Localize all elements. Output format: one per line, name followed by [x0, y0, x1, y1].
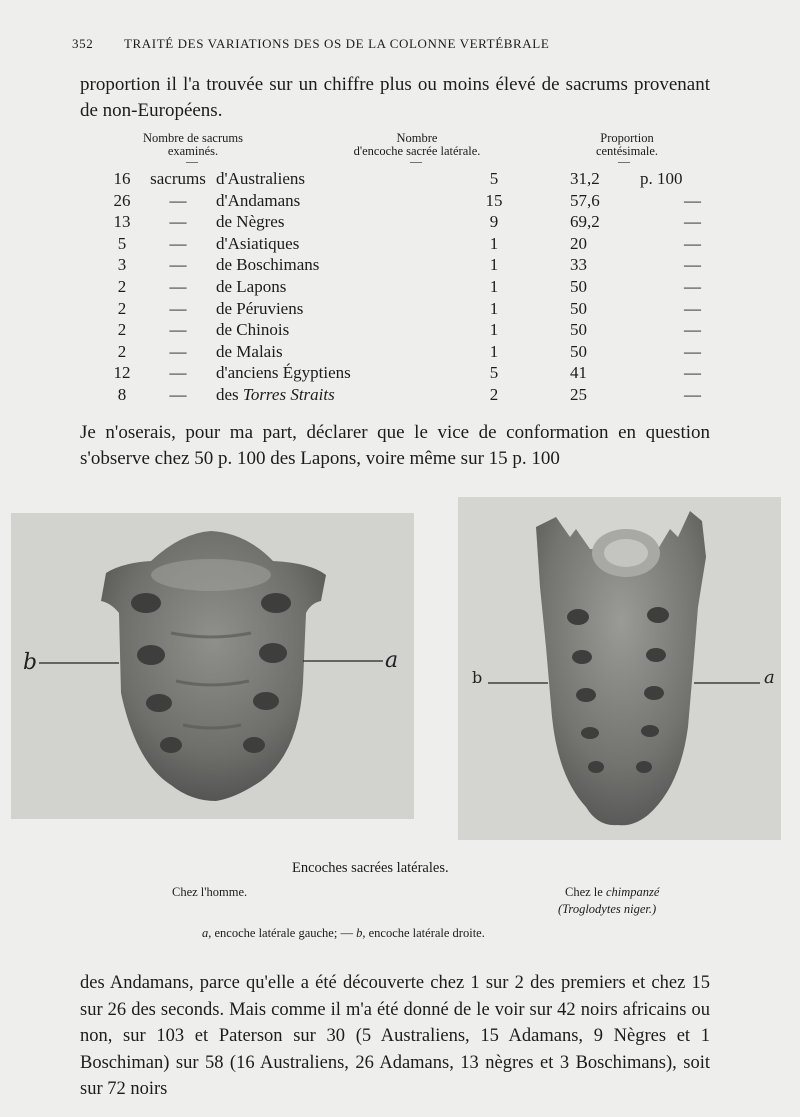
figure-legend — [202, 926, 485, 941]
row-ditto: — — [684, 298, 701, 318]
human-sacrum-photo — [11, 513, 414, 819]
figure-caption-right — [565, 885, 659, 900]
row-unit: p. 100 — [640, 169, 683, 188]
label-b-right: b — [472, 668, 483, 687]
col-header-proportion-line1: Proportion — [600, 131, 654, 145]
row-ditto — [683, 168, 703, 190]
row-notch: 1 — [489, 320, 499, 340]
label-a-left: a — [385, 648, 399, 673]
col-header-examined-line2: examinés. — [167, 144, 219, 158]
chimpanzee-sacrum-photo — [458, 497, 781, 840]
row-unit — [640, 254, 683, 276]
table-row — [104, 298, 703, 320]
row-ditto: — — [684, 320, 701, 340]
row-mark: — — [169, 384, 187, 404]
row-ditto: — — [684, 341, 701, 361]
label-b-left: b — [23, 650, 38, 675]
row-count: 8 — [117, 384, 127, 404]
row-unit — [640, 233, 683, 255]
row-notch: 15 — [485, 190, 503, 210]
header-dash-proportion: — — [618, 154, 630, 168]
legend-a-text: , encoche latérale gauche; — — [208, 926, 353, 940]
row-notch: 1 — [489, 298, 499, 318]
row-ditto: — — [684, 384, 701, 404]
row-count: 2 — [117, 298, 127, 318]
row-origin: des Torres Straits — [216, 384, 335, 404]
row-mark: — — [169, 190, 187, 210]
intro-paragraph: proportion il l'a trouvée sur un chiffre plus ou moins élevé de sacrums provenant de non-Européens. — [80, 74, 710, 121]
row-notch: 2 — [489, 384, 499, 404]
row-count: 16 — [113, 169, 131, 188]
row-mark: — — [169, 212, 187, 232]
row-origin: d'anciens Égyptiens — [216, 363, 351, 383]
page-number: 352 — [72, 36, 94, 51]
row-proportion: 31,2 — [570, 169, 600, 188]
row-notch: 1 — [489, 276, 499, 296]
chimpanzee-sacrum-illustration — [458, 497, 781, 840]
table-row — [104, 233, 703, 255]
caption-right-species: chimpanzé — [605, 885, 660, 899]
caption-right-prefix: Chez le — [565, 885, 603, 899]
row-ditto: — — [684, 233, 701, 253]
row-unit — [640, 319, 683, 341]
row-ditto: — — [684, 190, 701, 210]
row-origin: de Boschimans — [216, 255, 320, 275]
closing-paragraph: des Andamans, parce qu'elle a été découverte chez 1 sur 2 des premiers et chez 15 sur 26 des seconds. Mais comme il m'a été donné de le voir sur 42 noirs africains ou non, sur 103 et Paterson sur 30 (5 Australiens, 15 Adamans, 9 Nègres et 1 Boschiman) sur 58 (16 Australiens, 26 Adamans, 13 nègres et 3 Boschimans), soit sur 72 noirs — [80, 973, 710, 1099]
table-row — [104, 362, 703, 384]
row-count: 5 — [117, 233, 127, 253]
row-notch: 5 — [489, 363, 499, 383]
row-proportion: 41 — [570, 363, 587, 383]
row-notch: 1 — [489, 341, 499, 361]
row-origin: de Malais — [216, 341, 283, 361]
header-dash-notch: — — [410, 154, 422, 168]
sacrum-table — [104, 168, 703, 406]
row-notch: 1 — [489, 233, 499, 253]
row-proportion: 69,2 — [570, 212, 600, 232]
figure-caption-title: Encoches sacrées latérales. — [292, 860, 449, 876]
row-mark: — — [169, 298, 187, 318]
row-mark: — — [169, 233, 187, 253]
col-header-proportion-line2: centésimale. — [595, 144, 659, 158]
row-proportion: 50 — [570, 276, 587, 296]
row-count: 2 — [117, 341, 127, 361]
figure-caption-latin: (Troglodytes niger.) — [558, 902, 657, 916]
row-ditto: — — [684, 276, 701, 296]
row-unit — [640, 384, 683, 406]
row-mark: — — [169, 320, 187, 340]
col-header-examined-line1: Nombre de sacrums — [143, 131, 243, 145]
row-count: 12 — [113, 363, 131, 383]
table-row — [104, 168, 703, 190]
row-count: 2 — [117, 320, 127, 340]
middle-paragraph: Je n'oserais, pour ma part, déclarer que le vice de conformation en question s'observe chez 50 p. 100 des Lapons, voire même sur 15 p. 100 — [80, 422, 710, 469]
table-row — [104, 384, 703, 406]
human-sacrum-illustration — [11, 513, 414, 819]
row-origin: de Lapons — [216, 276, 287, 296]
running-title: TRAITÉ DES VARIATIONS DES OS DE LA COLONNE VERTÉBRALE — [124, 36, 550, 51]
row-notch: 1 — [489, 255, 499, 275]
row-origin: d'Australiens — [216, 169, 305, 188]
row-origin: d'Andamans — [216, 190, 301, 210]
header-dash-examined: — — [186, 154, 198, 168]
row-unit — [640, 190, 683, 212]
row-proportion: 20 — [570, 233, 587, 253]
table-row — [104, 211, 703, 233]
row-ditto: — — [684, 255, 701, 275]
row-proportion: 50 — [570, 341, 587, 361]
row-notch: 9 — [489, 212, 499, 232]
row-notch: 5 — [489, 169, 499, 188]
legend-a: a — [202, 926, 209, 940]
table-row — [104, 190, 703, 212]
col-header-notch-line1: Nombre — [396, 131, 438, 145]
row-unit — [640, 276, 683, 298]
table-row — [104, 319, 703, 341]
row-count: 26 — [113, 190, 131, 210]
figure-caption-left: Chez l'homme. — [172, 885, 248, 899]
row-count: 2 — [117, 276, 127, 296]
table-row — [104, 254, 703, 276]
running-header — [72, 36, 692, 52]
row-unit — [640, 341, 683, 363]
row-ditto: — — [684, 212, 701, 232]
row-mark: — — [169, 255, 187, 275]
row-count: 3 — [117, 255, 127, 275]
row-unit — [640, 298, 683, 320]
row-count: 13 — [113, 212, 131, 232]
legend-b: b — [356, 926, 363, 940]
row-mark: — — [169, 341, 187, 361]
row-mark: — — [169, 276, 187, 296]
table-row — [104, 341, 703, 363]
row-mark: sacrums — [150, 169, 206, 188]
row-proportion: 25 — [570, 384, 587, 404]
row-proportion: 57,6 — [570, 190, 600, 210]
row-unit — [640, 362, 683, 384]
row-origin: de Péruviens — [216, 298, 304, 318]
row-proportion: 50 — [570, 298, 587, 318]
label-a-right: a — [764, 667, 775, 688]
row-origin: d'Asiatiques — [216, 233, 300, 253]
col-header-notch-line2: d'encoche sacrée latérale. — [353, 144, 481, 158]
row-origin: de Nègres — [216, 212, 285, 232]
row-origin: de Chinois — [216, 320, 290, 340]
row-proportion: 50 — [570, 320, 587, 340]
sacrum-table-body — [104, 168, 703, 406]
legend-b-text: , encoche latérale droite. — [362, 926, 485, 940]
row-ditto: — — [684, 363, 701, 383]
row-mark: — — [169, 363, 187, 383]
row-unit — [640, 211, 683, 233]
table-row — [104, 276, 703, 298]
row-proportion: 33 — [570, 255, 587, 275]
